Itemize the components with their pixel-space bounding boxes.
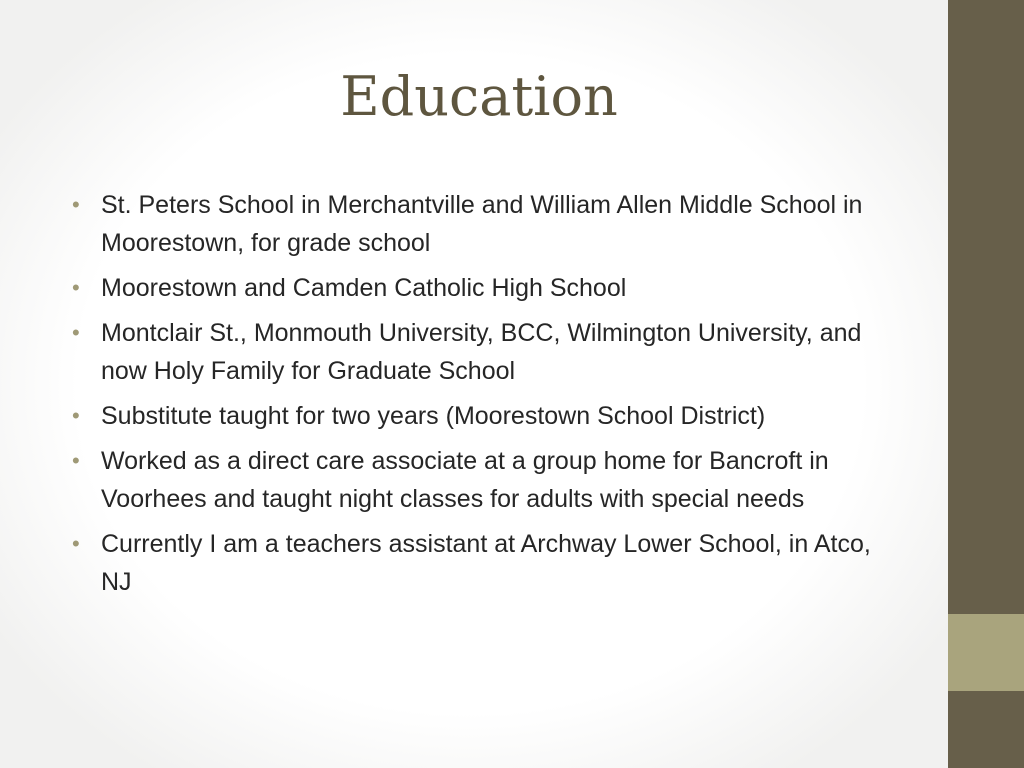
side-accent-block [948,614,1024,691]
bullet-icon: • [72,448,80,473]
bullet-item [72,442,892,518]
bullet-item [72,186,892,262]
bullet-text: Currently I am a teachers assistant at Archway Lower School, in Atco, NJ [101,530,871,596]
bullet-item [72,525,892,601]
bullet-text: Moorestown and Camden Catholic High School [101,274,627,302]
bullet-list [72,186,892,608]
bullet-text: Substitute taught for two years (Moorestown School District) [101,402,766,430]
bullet-icon: • [72,320,80,345]
bullet-item [72,397,892,435]
bullet-item [72,269,892,307]
bullet-text: St. Peters School in Merchantville and William Allen Middle School in Moorestown, for grade school [101,191,863,257]
bullet-item [72,314,892,390]
bullet-icon: • [72,403,80,428]
bullet-icon: • [72,192,80,217]
bullet-text: Worked as a direct care associate at a group home for Bancroft in Voorhees and taught night classes for adults with special needs [101,447,829,513]
bullet-text: Montclair St., Monmouth University, BCC, Wilmington University, and now Holy Family for Graduate School [101,319,862,385]
bullet-icon: • [72,531,80,556]
slide-title: Education [340,65,618,128]
bullet-icon: • [72,275,80,300]
